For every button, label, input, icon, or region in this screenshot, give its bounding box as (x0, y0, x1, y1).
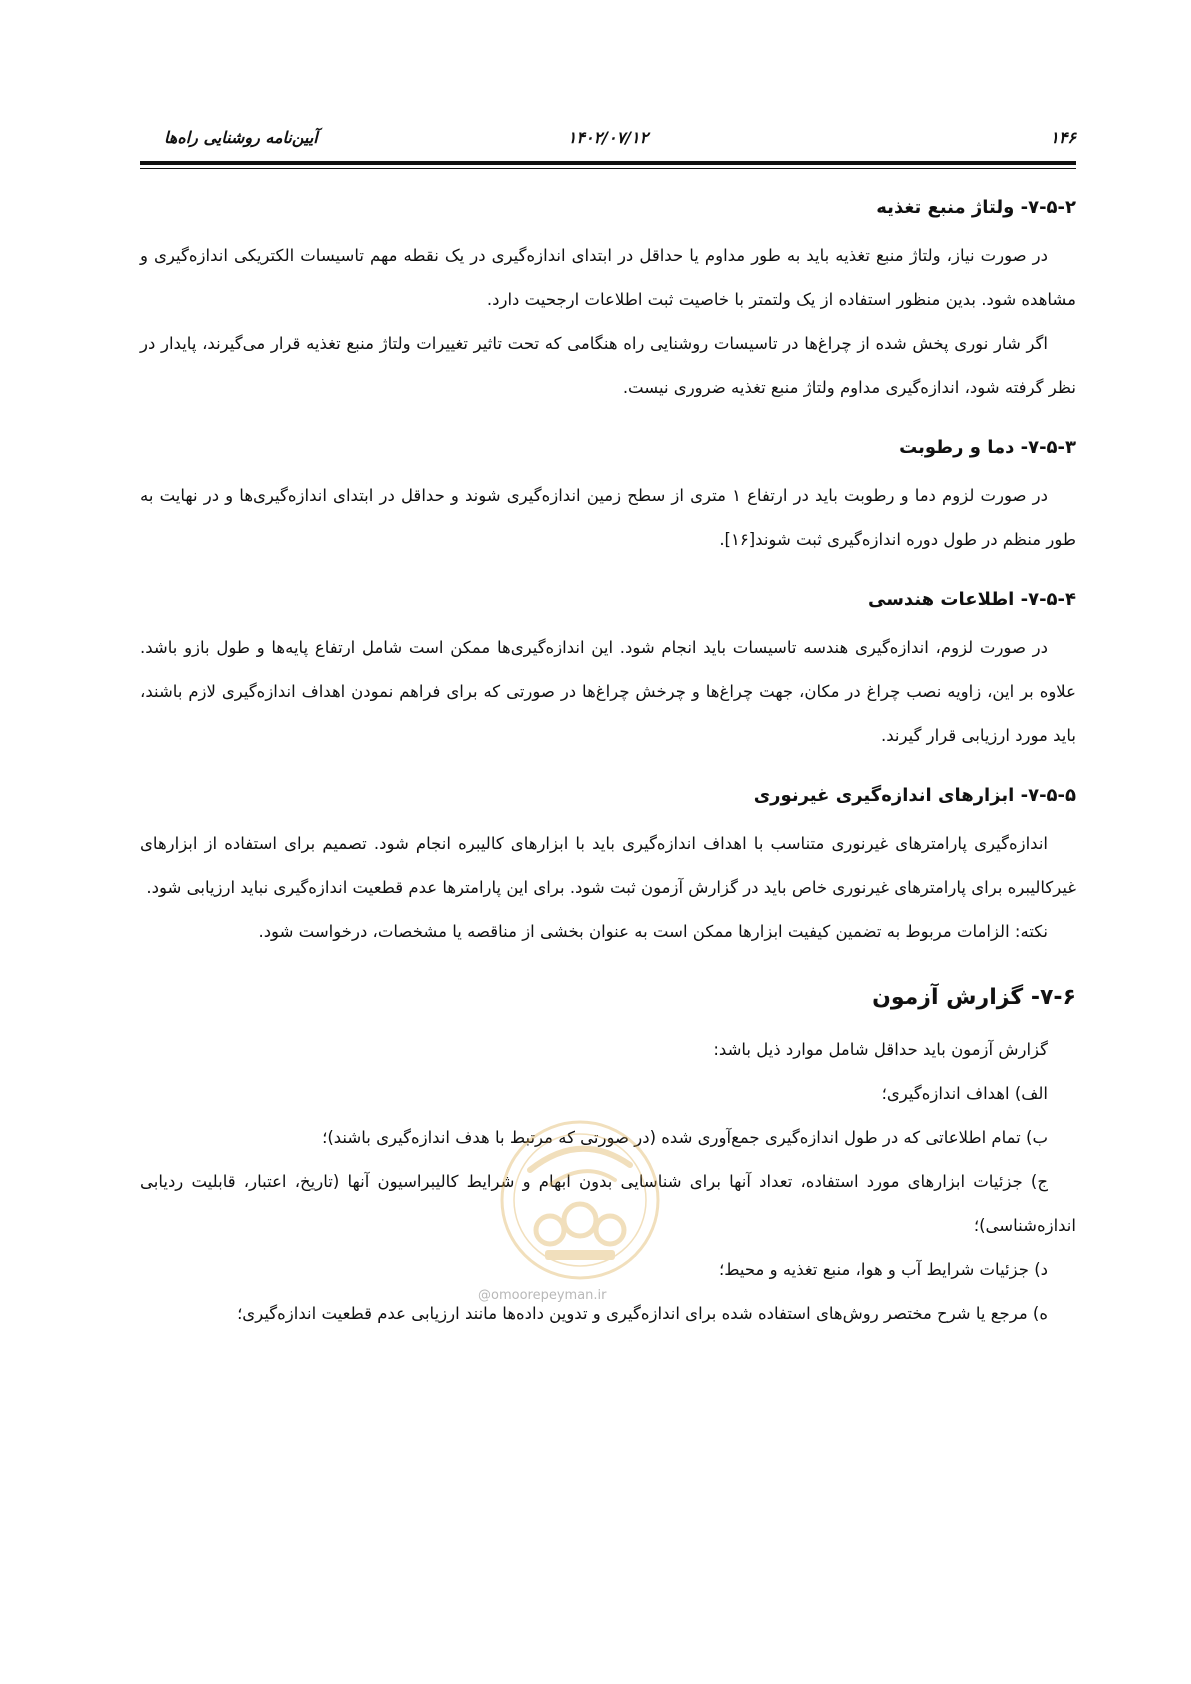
watermark-url: @omoorepeyman.ir (478, 1288, 607, 1303)
document-title: آیین‌نامه روشنایی راه‌ها (164, 128, 318, 147)
header-rule-thin (140, 168, 1076, 169)
section-heading-7-5-4: ۷-۵-۴- اطلاعات هندسی (868, 589, 1076, 610)
list-item: ب) تمام اطلاعاتی که در طول اندازه‌گیری جمع‌آوری شده (در صورتی که مرتبط با هدف اندازه‌گیری باشند)؛ (322, 1128, 1048, 1147)
list-item: الف) اهداف اندازه‌گیری؛ (881, 1084, 1048, 1103)
paragraph: در صورت لزوم، اندازه‌گیری هندسه تاسیسات باید انجام شود. این اندازه‌گیری‌ها ممکن است شامل ارتفاع پایه‌ها و طول بازو باشد. علاوه بر این، زاویه نصب چراغ در مکان، جهت چراغ‌ها و چرخش چراغ‌ها در صورتی که برای فراهم نمودن اهداف اندازه‌گیری لازم باشند، باید مورد ارزیابی قرار گیرند. (140, 638, 1076, 745)
section-heading-7-5-2: ۷-۵-۲- ولتاژ منبع تغذیه (876, 197, 1076, 218)
list-item: ه) مرجع یا شرح مختصر روش‌های استفاده شده برای اندازه‌گیری و تدوین داده‌ها مانند ارزیابی عدم قطعیت اندازه‌گیری؛ (237, 1304, 1048, 1323)
page-header (140, 128, 1076, 160)
header-date: ۱۴۰۲/۰۷/۱۲ (567, 128, 649, 147)
paragraph: در صورت نیاز، ولتاژ منبع تغذیه باید به طور مداوم یا حداقل در ابتدای اندازه‌گیری در یک نقطه مهم تاسیسات الکتریکی اندازه‌گیری و مشاهده شود. بدین منظور استفاده از یک ولتمتر با خاصیت ثبت اطلاعات ارجحیت دارد. (140, 246, 1076, 309)
section-heading-7-5-5: ۷-۵-۵- ابزارهای اندازه‌گیری غیرنوری (753, 785, 1076, 806)
section-heading-7-6: ۷-۶- گزارش آزمون (872, 985, 1076, 1010)
paragraph: اندازه‌گیری پارامترهای غیرنوری متناسب با اهداف اندازه‌گیری باید با ابزارهای کالیبره انجام شود. تصمیم برای استفاده از ابزارهای غیرکالیبره برای پارامترهای غیرنوری خاص باید در گزارش آزمون ثبت شود. برای این پارامترها عدم قطعیت اندازه‌گیری نباید ارزیابی شود. (140, 834, 1076, 897)
paragraph: اگر شار نوری پخش شده از چراغ‌ها در تاسیسات روشنایی راه هنگامی که تحت تاثیر تغییرات ولتاژ منبع تغذیه قرار می‌گیرند، پایدار در نظر گرفته شود، اندازه‌گیری مداوم ولتاژ منبع تغذیه ضروری نیست. (140, 334, 1076, 397)
list-intro: گزارش آزمون باید حداقل شامل موارد ذیل باشد: (713, 1040, 1048, 1059)
section-heading-7-5-3: ۷-۵-۳- دما و رطوبت (899, 437, 1076, 458)
page-number: ۱۴۶ (1050, 128, 1076, 147)
paragraph: در صورت لزوم دما و رطوبت باید در ارتفاع ۱ متری از سطح زمین اندازه‌گیری شوند و حداقل در ابتدای اندازه‌گیری‌ها و در نهایت به طور منظم در طول دوره اندازه‌گیری ثبت شوند[۱۶]. (140, 486, 1076, 549)
note-paragraph: نکته: الزامات مربوط به تضمین کیفیت ابزارها ممکن است به عنوان بخشی از مناقصه یا مشخصات، درخواست شود. (258, 922, 1048, 941)
list-item: ج) جزئیات ابزارهای مورد استفاده، تعداد آنها برای شناسایی بدون ابهام و شرایط کالیبراسیون آنها (تاریخ، اعتبار، قابلیت ردیابی اندازه‌شناسی)؛ (140, 1172, 1076, 1235)
header-rule-thick (140, 161, 1076, 165)
document-body (140, 192, 1076, 1336)
list-item: د) جزئیات شرایط آب و هوا، منبع تغذیه و محیط؛ (719, 1260, 1048, 1279)
